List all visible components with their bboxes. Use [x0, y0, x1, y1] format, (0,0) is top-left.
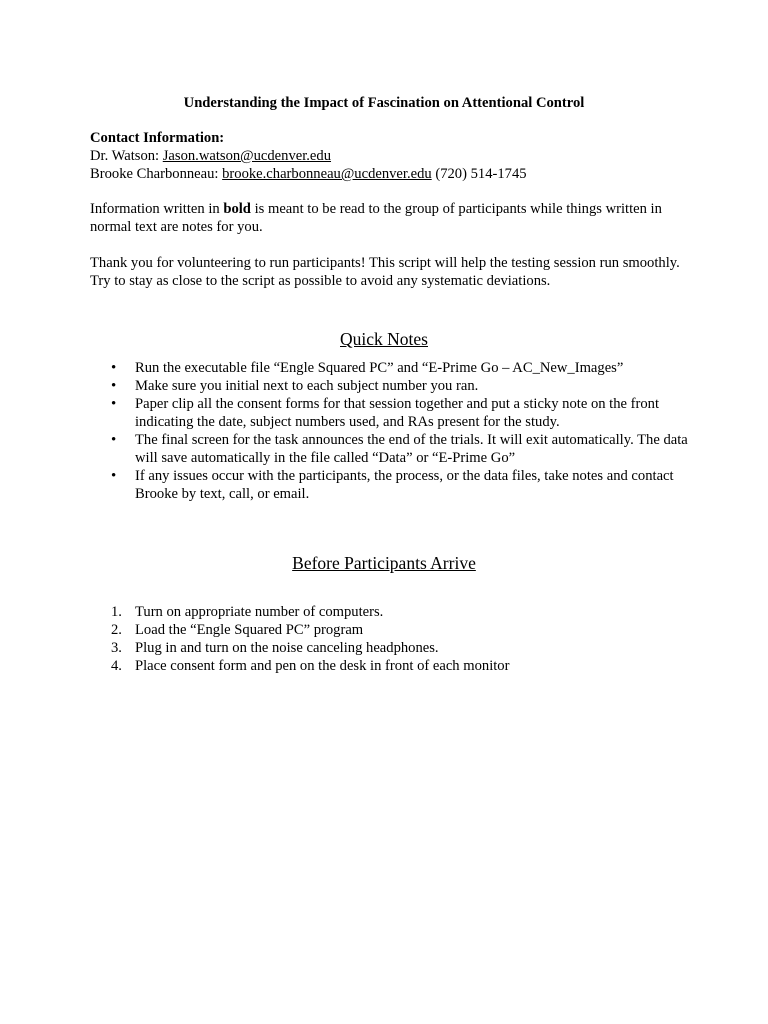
contact-heading: Contact Information:: [90, 130, 225, 146]
list-item: • Make sure you initial next to each subject number you ran.: [135, 377, 695, 395]
before-participants-list: [111, 603, 695, 675]
watson-label: Dr. Watson:: [90, 148, 163, 164]
instruction-before: Information written in: [90, 201, 224, 217]
list-number: 4.: [111, 658, 122, 674]
list-number: 3.: [111, 640, 122, 656]
list-item: [111, 639, 695, 657]
document-title: Understanding the Impact of Fascination on Attentional Control: [183, 95, 585, 111]
quick-notes-heading: Quick Notes: [340, 329, 428, 349]
list-item: • If any issues occur with the participants, the process, or the data files, take notes and contact Brooke by text, call, or email.: [135, 467, 695, 503]
list-item: • Paper clip all the consent forms for that session together and put a sticky note on the front indicating the date, subject numbers used, and RAs present for the study.: [135, 395, 695, 431]
list-item-text: Place consent form and pen on the desk in front of each monitor: [135, 658, 510, 674]
list-item: • Run the executable file “Engle Squared PC” and “E-Prime Go – AC_New_Images”: [135, 359, 695, 377]
instruction-paragraph: [90, 200, 690, 236]
before-participants-heading: Before Participants Arrive: [292, 553, 476, 573]
watson-email-link[interactable]: Jason.watson@ucdenver.edu: [162, 148, 332, 164]
brooke-email-link[interactable]: brooke.charbonneau@ucdenver.edu: [222, 166, 432, 182]
brooke-label: Brooke Charbonneau:: [90, 166, 223, 182]
list-number: 2.: [111, 622, 122, 638]
brooke-phone: (720) 514-1745: [431, 166, 527, 182]
list-item: [111, 657, 695, 675]
instruction-after: is meant to be read to the group of participants while things written in normal text are notes for you.: [90, 201, 662, 235]
contact-brooke: [90, 165, 690, 183]
thanks-paragraph: Thank you for volunteering to run participants! This script will help the testing session run smoothly. Try to stay as close to the script as possible to avoid any systematic deviations.: [90, 255, 680, 289]
list-item: • The final screen for the task announces the end of the trials. It will exit automatically. The data will save automatically in the file called “Data” or “E-Prime Go”: [135, 431, 695, 467]
quick-notes-list: [135, 359, 695, 503]
list-number: 1.: [111, 604, 122, 620]
contact-watson: [90, 147, 690, 165]
list-item-text: Load the “Engle Squared PC” program: [135, 622, 364, 638]
instruction-bold-word: bold: [223, 201, 251, 217]
contact-information: [90, 129, 690, 183]
list-item: [111, 603, 695, 621]
list-item: [111, 621, 695, 639]
list-item-text: Turn on appropriate number of computers.: [135, 604, 384, 620]
list-item-text: Plug in and turn on the noise canceling headphones.: [135, 640, 439, 656]
